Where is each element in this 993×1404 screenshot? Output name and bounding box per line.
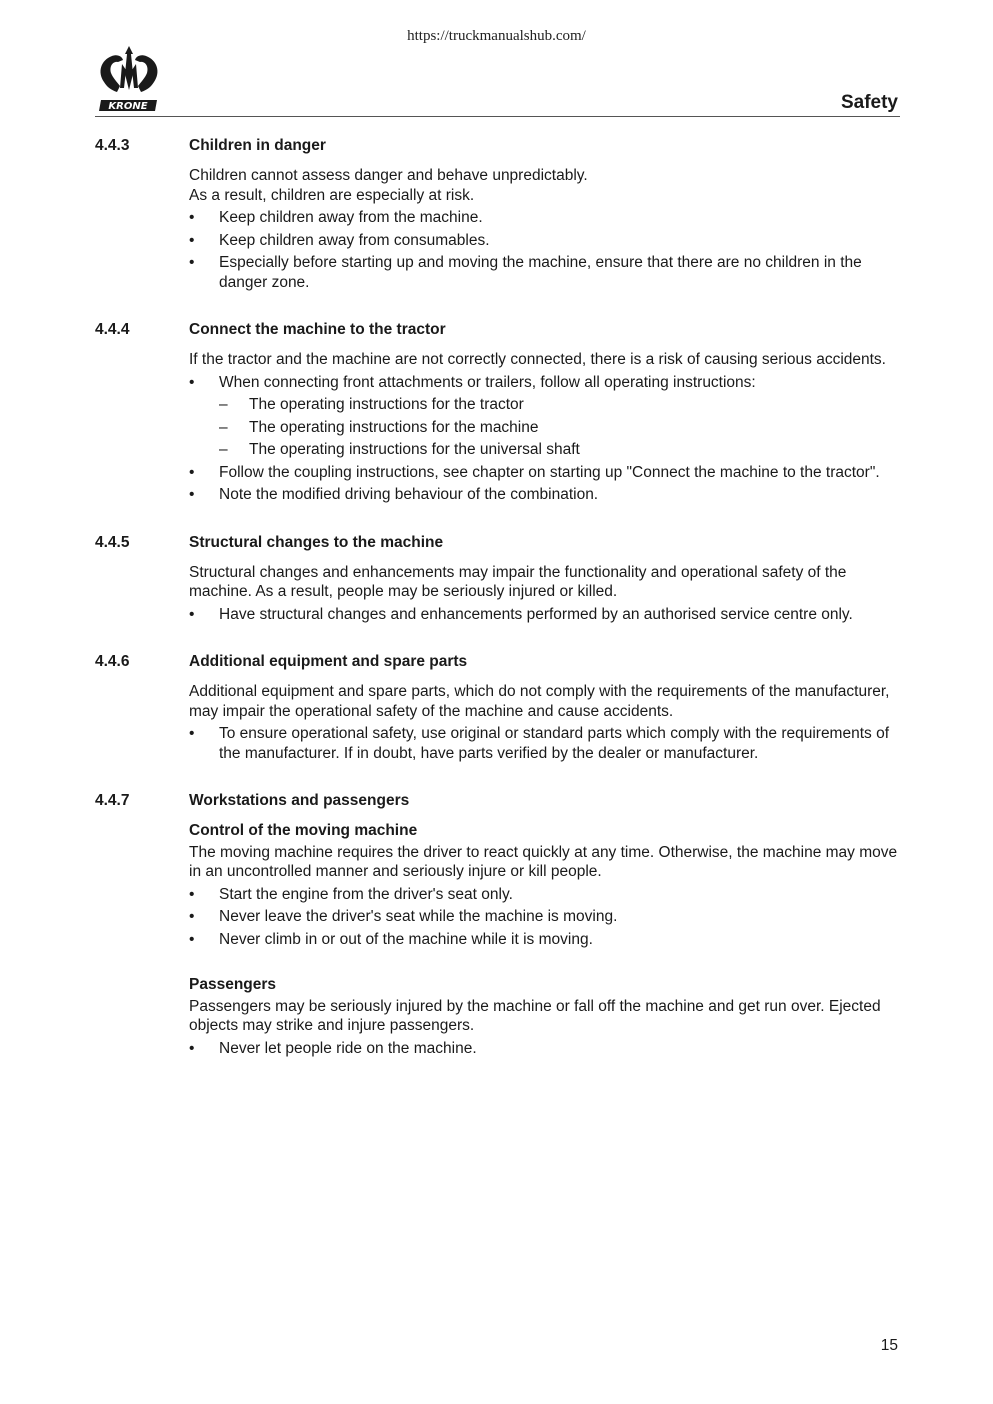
dash-text: The operating instructions for the tractor — [249, 396, 524, 413]
bullet-item — [189, 724, 900, 763]
section-4-4-3 — [95, 136, 900, 292]
bullet-item — [189, 907, 900, 927]
bullet-text: Never leave the driver's seat while the machine is moving. — [219, 908, 618, 925]
section-heading — [95, 136, 900, 156]
source-url: https://truckmanualshub.com/ — [407, 28, 586, 44]
bullet-list — [189, 208, 900, 292]
dash-item — [219, 418, 900, 438]
bullet-text: Especially before starting up and moving the machine, ensure that there are no children in the danger zone. — [219, 254, 862, 291]
bullet-marker: • — [189, 908, 195, 925]
dash-marker: – — [219, 441, 228, 458]
section-4-4-6 — [95, 652, 900, 763]
section-title: Children in danger — [189, 137, 326, 154]
bullet-marker: • — [189, 486, 195, 503]
paragraph: If the tractor and the machine are not correctly connected, there is a risk of causing serious accidents. — [189, 351, 886, 368]
bullet-text: Keep children away from consumables. — [219, 231, 490, 249]
bullet-text: To ensure operational safety, use original or standard parts which comply with the requirements of the manufacturer. If in doubt, have parts verified by the dealer or manufacturer. — [219, 725, 890, 762]
header-divider — [95, 116, 900, 117]
bullet-item — [189, 373, 900, 460]
page-content — [95, 136, 900, 1086]
bullet-item — [189, 1039, 900, 1059]
bullet-text: When connecting front attachments or trailers, follow all operating instructions: — [219, 373, 756, 391]
bullet-marker: • — [189, 209, 195, 226]
section-title: Additional equipment and spare parts — [189, 653, 468, 670]
bullet-list — [189, 373, 900, 505]
section-heading — [95, 320, 900, 340]
section-heading — [95, 791, 900, 811]
crown-logo-icon — [95, 44, 163, 112]
section-title: Connect the machine to the tractor — [189, 321, 446, 338]
bullet-marker: • — [189, 231, 195, 249]
bullet-text: Never let people ride on the machine. — [219, 1039, 477, 1057]
section-heading — [95, 533, 900, 553]
bullet-marker: • — [189, 930, 195, 948]
bullet-list — [189, 724, 900, 763]
bullet-item — [189, 605, 900, 625]
subsection-title: Passengers — [189, 976, 277, 993]
bullet-item — [189, 485, 900, 505]
bullet-item — [189, 930, 900, 950]
section-number: 4.4.6 — [95, 653, 130, 670]
krone-logo — [95, 44, 163, 112]
paragraph: Structural changes and enhancements may impair the functionality and operational safety of the machine. As a result, people may be seriously injured or killed. — [189, 563, 847, 600]
logo-wordmark: KRONE — [108, 101, 148, 112]
section-title: Structural changes to the machine — [189, 533, 444, 551]
bullet-list — [189, 1039, 900, 1059]
bullet-text: Have structural changes and enhancements performed by an authorised service centre only. — [219, 605, 853, 623]
dash-item — [219, 395, 900, 415]
dash-text: The operating instructions for the machine — [249, 418, 539, 436]
section-4-4-7 — [95, 791, 900, 1058]
subsection-title: Control of the moving machine — [189, 822, 418, 839]
section-number: 4.4.3 — [95, 137, 130, 154]
section-number: 4.4.5 — [95, 533, 130, 551]
paragraph: As a result, children are especially at risk. — [189, 186, 475, 204]
bullet-text: Start the engine from the driver's seat only. — [219, 885, 513, 903]
dash-marker: – — [219, 418, 228, 436]
dash-marker: – — [219, 396, 228, 413]
bullet-marker: • — [189, 463, 195, 481]
bullet-text: Keep children away from the machine. — [219, 209, 483, 226]
bullet-item — [189, 208, 900, 228]
bullet-marker: • — [189, 373, 195, 391]
bullet-marker: • — [189, 725, 195, 742]
section-heading — [95, 652, 900, 672]
paragraph: Additional equipment and spare parts, which do not comply with the requirements of the manufacturer, may impair the operational safety of the machine and cause accidents. — [189, 683, 890, 720]
bullet-item — [189, 253, 900, 292]
section-4-4-5 — [95, 533, 900, 625]
bullet-text: Note the modified driving behaviour of the combination. — [219, 486, 599, 503]
paragraph: The moving machine requires the driver to react quickly at any time. Otherwise, the machine may move in an uncontrolled manner and seriously injure or kill people. — [189, 843, 898, 880]
section-number: 4.4.7 — [95, 792, 130, 809]
dash-item — [219, 440, 900, 460]
bullet-marker: • — [189, 254, 195, 271]
page-number: 15 — [880, 1337, 898, 1354]
bullet-item — [189, 231, 900, 251]
bullet-item — [189, 463, 900, 483]
dash-text: The operating instructions for the universal shaft — [249, 441, 580, 458]
section-number: 4.4.4 — [95, 321, 130, 338]
section-title: Workstations and passengers — [189, 792, 410, 809]
bullet-text: Never climb in or out of the machine while it is moving. — [219, 930, 593, 948]
bullet-item — [189, 885, 900, 905]
bullet-text: Follow the coupling instructions, see chapter on starting up "Connect the machine to the tractor". — [219, 463, 880, 481]
chapter-title: Safety — [840, 92, 898, 113]
bullet-marker: • — [189, 605, 195, 623]
paragraph: Children cannot assess danger and behave unpredictably. — [189, 167, 588, 184]
bullet-marker: • — [189, 1039, 195, 1057]
bullet-list — [189, 605, 900, 625]
bullet-list — [189, 885, 900, 950]
paragraph: Passengers may be seriously injured by the machine or fall off the machine and get run over. Ejected objects may strike and injure passengers. — [189, 997, 881, 1034]
section-4-4-4 — [95, 320, 900, 505]
dash-list — [219, 395, 900, 460]
bullet-marker: • — [189, 885, 195, 903]
